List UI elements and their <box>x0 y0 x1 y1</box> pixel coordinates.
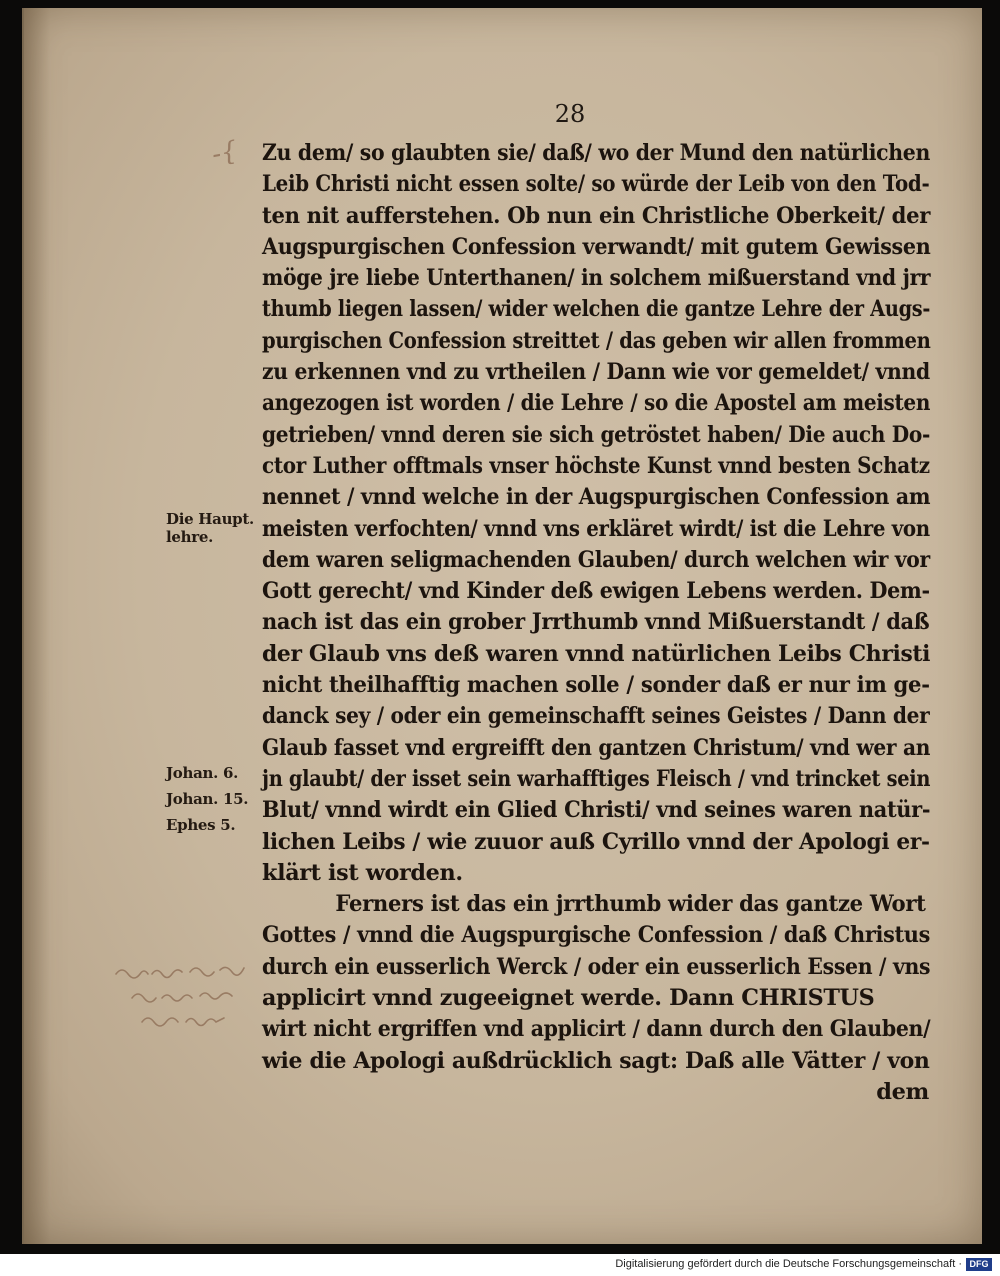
page-number: 28 <box>554 100 586 128</box>
text-line: angezogen ist worden / die Lehre / so die Apostel am meisten <box>262 390 931 417</box>
text-line: zu erkennen vnd zu vrtheilen / Dann wie vor gemeldet/ vnnd <box>262 359 930 386</box>
marginal-reference: Johan. 15. <box>166 790 249 808</box>
text-line: möge jre liebe Unterthanen/ in solchem mißuerstand vnd jrr <box>262 265 931 292</box>
text-line: Leib Christi nicht essen solte/ so würde der Leib von den Tod- <box>262 171 930 198</box>
marginal-reference: Johan. 6. <box>166 764 239 782</box>
text-line: dem waren seligmachenden Glauben/ durch welchen wir vor <box>262 546 930 573</box>
footer-credit: Digitalisierung gefördert durch die Deutsche Forschungsgemeinschaft · <box>615 1258 962 1270</box>
text-line: meisten verfochten/ vnnd vns erkläret wirdt/ ist die Lehre von <box>262 515 930 542</box>
body-text <box>262 138 937 1108</box>
dfg-logo: DFG <box>966 1258 992 1271</box>
text-line: getrieben/ vnnd deren sie sich getröstet haben/ Die auch Do- <box>262 421 931 448</box>
marginal-note-line: lehre. <box>166 528 214 546</box>
marginal-note-references <box>166 760 248 838</box>
text-line: thumb liegen lassen/ wider welchen die gantze Lehre der Augs- <box>262 296 931 323</box>
text-line: nicht theilhafftig machen solle / sonder daß er nur im ge- <box>262 672 930 699</box>
binding-shadow <box>22 8 50 1244</box>
text-line: jn glaubt/ der isset sein warhafftiges Fleisch / vnd trincket sein <box>262 765 931 792</box>
text-line: applicirt vnnd zugeeignet werde. Dann CHRISTUS <box>262 985 875 1012</box>
text-line: Gottes / vnnd die Augspurgische Confession / daß Christus <box>262 922 931 949</box>
catchword: dem <box>876 1078 929 1105</box>
text-line: Augspurgischen Confession verwandt/ mit gutem Gewissen <box>262 233 931 260</box>
text-line: danck sey / oder ein gemeinschafft seines Geistes / Dann der <box>262 703 930 730</box>
text-line: Zu dem/ so glaubten sie/ daß/ wo der Mund den natürlichen <box>262 140 931 166</box>
text-line: der Glaub vns deß waren vnnd natürlichen Leibs Christi <box>262 640 931 667</box>
marginal-note-hauptlehre <box>166 510 254 546</box>
text-line: purgischen Confession streittet / das geben wir allen frommen <box>262 327 931 354</box>
footer-bar <box>0 1254 1000 1276</box>
text-line: Glaub fasset vnd ergreifft den gantzen Christum/ vnd wer an <box>262 734 931 761</box>
text-line: ctor Luther offtmals vnser höchste Kunst vnnd besten Schatz <box>262 452 930 479</box>
text-line: durch ein eusserlich Werck / oder ein eusserlich Essen / vns <box>262 953 931 980</box>
handwriting-scribble <box>112 960 262 1040</box>
text-line: lichen Leibs / wie zuuor auß Cyrillo vnnd der Apologi er- <box>262 828 930 855</box>
text-line: ten nit aufferstehen. Ob nun ein Christliche Oberkeit/ der <box>262 202 931 229</box>
text-line: nennet / vnnd welche in der Augspurgischen Confession am <box>262 484 931 511</box>
text-line: wie die Apologi außdrücklich sagt: Daß alle Vätter / von <box>262 1047 930 1074</box>
text-line: nach ist das ein grober Jrrthumb vnnd Mißuerstandt / daß <box>262 609 930 636</box>
ink-bracket-mark: -{ <box>209 136 240 170</box>
text-line: klärt ist worden. <box>262 859 463 886</box>
text-line: Ferners ist das ein jrrthumb wider das gantze Wort <box>335 891 926 918</box>
text-line: Gott gerecht/ vnd Kinder deß ewigen Lebens werden. Dem- <box>262 578 930 605</box>
marginal-note-line: Die Haupt. <box>166 510 254 528</box>
text-line: Blut/ vnnd wirdt ein Glied Christi/ vnd seines waren natür- <box>262 797 931 824</box>
text-line: wirt nicht ergriffen vnd applicirt / dann durch den Glauben/ <box>262 1016 931 1043</box>
handwritten-annotation <box>112 960 262 1040</box>
marginal-reference: Ephes 5. <box>166 816 236 834</box>
